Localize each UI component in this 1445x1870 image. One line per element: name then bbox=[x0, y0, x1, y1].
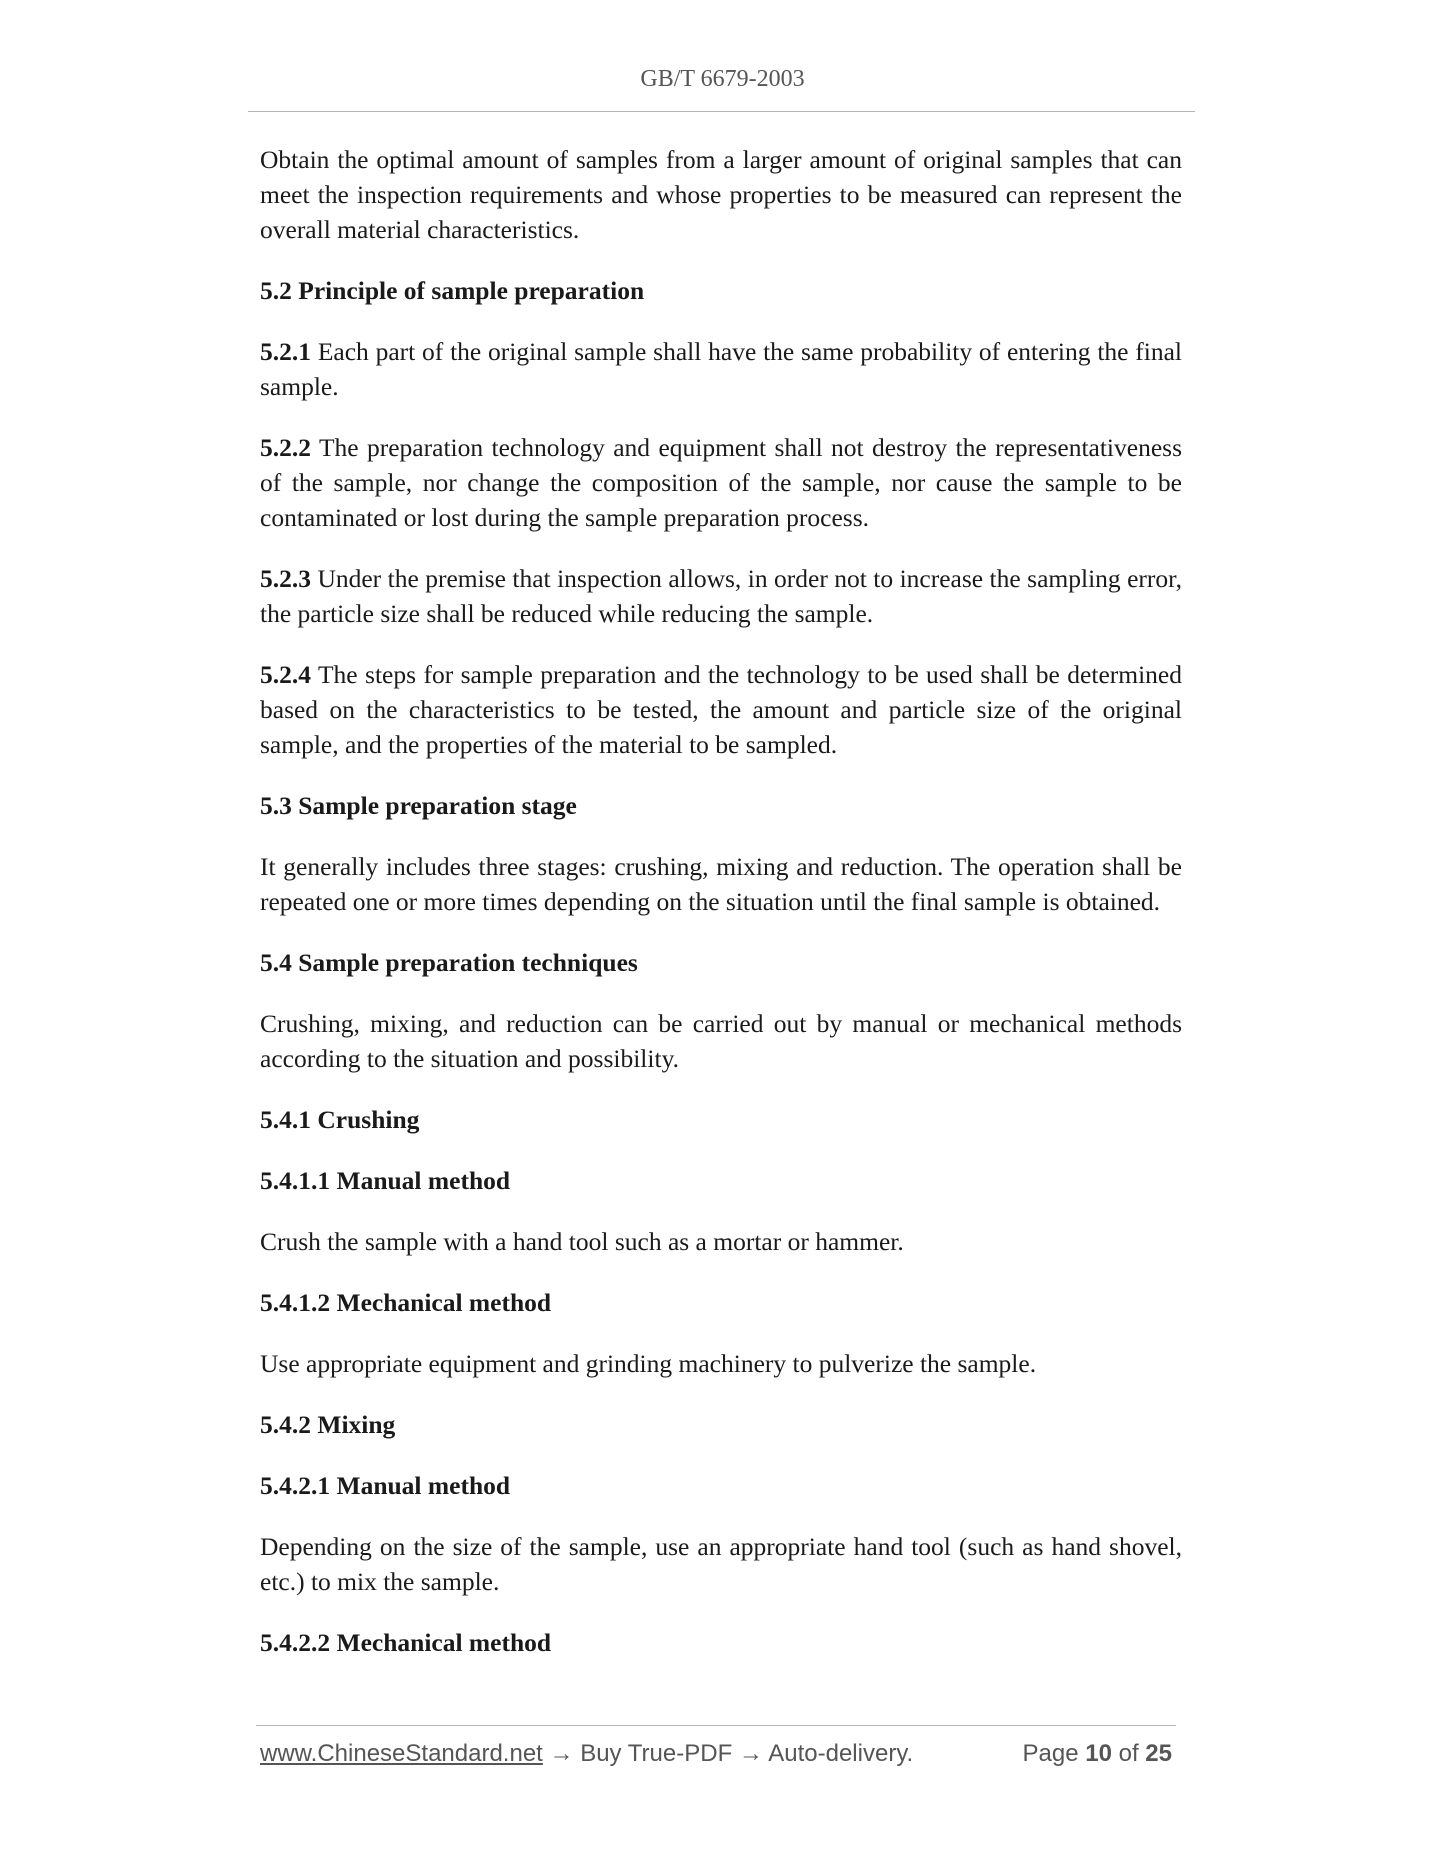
section-5-4-2-2-heading: 5.4.2.2 Mechanical method bbox=[260, 1628, 552, 1657]
arrow-icon: → bbox=[549, 1740, 574, 1767]
section-5-4-1-1-paragraph: Crush the sample with a hand tool such as a mortar or hammer. bbox=[260, 1227, 904, 1256]
of-label: of bbox=[1118, 1740, 1139, 1767]
section-5-4-2-heading: 5.4.2 Mixing bbox=[260, 1410, 396, 1439]
clause-number: 5.2.2 bbox=[260, 433, 311, 462]
section-5-3-paragraph: It generally includes three stages: crushing, mixing and reduction. The operation shall be repeated one or more times depending on the situation until the final sample is obtained. bbox=[260, 852, 1182, 916]
header-divider bbox=[248, 111, 1195, 112]
page-label: Page bbox=[1022, 1740, 1079, 1767]
current-page-number: 10 bbox=[1085, 1740, 1112, 1767]
auto-delivery-text: Auto-delivery. bbox=[768, 1740, 914, 1767]
intro-paragraph: Obtain the optimal amount of samples from a larger amount of original samples that can meet the inspection requirements and whose properties to be measured can represent the overall material characteristics. bbox=[260, 145, 1182, 244]
clause-text: The steps for sample preparation and the technology to be used shall be determined based on the characteristics to be tested, the amount and particle size of the original sample, and the properties of the material to be sampled. bbox=[260, 660, 1182, 759]
section-5-4-2-1-heading: 5.4.2.1 Manual method bbox=[260, 1471, 511, 1500]
clause-text: The preparation technology and equipment shall not destroy the representativeness of the sample, nor change the composition of the sample, nor cause the sample to be contaminated or lost during the sample preparation process. bbox=[260, 433, 1182, 532]
footer-promo bbox=[260, 1740, 913, 1768]
clause-5-2-3 bbox=[260, 561, 1182, 631]
clause-5-2-2 bbox=[260, 430, 1182, 535]
clause-5-2-4 bbox=[260, 657, 1182, 762]
section-5-3-heading: 5.3 Sample preparation stage bbox=[260, 791, 577, 820]
section-5-4-paragraph: Crushing, mixing, and reduction can be carried out by manual or mechanical methods according to the situation and possibility. bbox=[260, 1009, 1182, 1073]
section-5-4-2-1-paragraph: Depending on the size of the sample, use an appropriate hand tool (such as hand shovel, etc.) to mix the sample. bbox=[260, 1532, 1182, 1596]
section-5-4-1-1-heading: 5.4.1.1 Manual method bbox=[260, 1166, 511, 1195]
page-header-title: GB/T 6679-2003 bbox=[640, 66, 805, 92]
footer-divider bbox=[256, 1725, 1176, 1726]
arrow-icon: → bbox=[738, 1740, 763, 1767]
clause-number: 5.2.1 bbox=[260, 337, 311, 366]
buy-true-pdf-text: Buy True-PDF bbox=[580, 1740, 733, 1767]
section-5-4-heading: 5.4 Sample preparation techniques bbox=[260, 948, 638, 977]
clause-5-2-1 bbox=[260, 334, 1182, 404]
website-link[interactable]: www.ChineseStandard.net bbox=[260, 1740, 543, 1767]
total-pages-number: 25 bbox=[1145, 1740, 1172, 1767]
document-body bbox=[260, 142, 1182, 1686]
page-indicator bbox=[1023, 1740, 1173, 1768]
clause-number: 5.2.3 bbox=[260, 564, 311, 593]
section-5-4-1-heading: 5.4.1 Crushing bbox=[260, 1105, 420, 1134]
section-5-2-heading: 5.2 Principle of sample preparation bbox=[260, 276, 645, 305]
section-5-4-1-2-heading: 5.4.1.2 Mechanical method bbox=[260, 1288, 552, 1317]
clause-text: Each part of the original sample shall have the same probability of entering the final sample. bbox=[260, 337, 1183, 401]
clause-number: 5.2.4 bbox=[260, 660, 311, 689]
section-5-4-1-2-paragraph: Use appropriate equipment and grinding machinery to pulverize the sample. bbox=[260, 1349, 1037, 1378]
clause-text: Under the premise that inspection allows, in order not to increase the sampling error, the particle size shall be reduced while reducing the sample. bbox=[260, 564, 1182, 628]
